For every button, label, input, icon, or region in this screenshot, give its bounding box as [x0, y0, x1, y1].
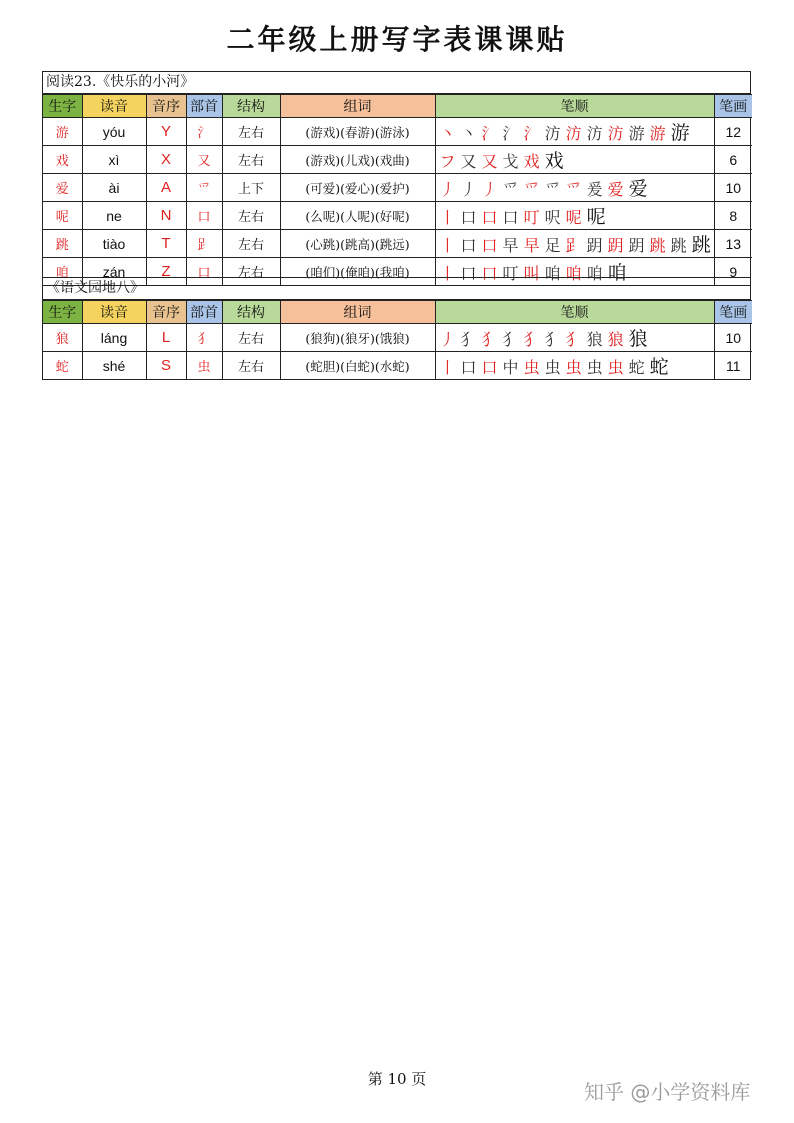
stroke-count-cell: 10	[714, 324, 752, 352]
stroke-count-cell: 6	[714, 146, 752, 174]
stroke-step: 丨	[439, 264, 457, 283]
stroke-order-cell	[435, 174, 714, 202]
structure-cell: 左右	[222, 352, 280, 380]
stroke-step: 丿	[439, 180, 457, 199]
stroke-step: 犭	[565, 330, 583, 349]
stroke-step: 汸	[544, 124, 562, 143]
stroke-step: 游	[670, 122, 691, 144]
stroke-step: 丨	[439, 236, 457, 255]
stroke-step: 𧾷	[565, 236, 583, 255]
structure-cell: 左右	[222, 146, 280, 174]
pinyin-cell: tiào	[82, 230, 146, 258]
stroke-step: 爫	[502, 180, 520, 199]
stroke-count-cell: 12	[714, 118, 752, 146]
structure-cell: 左右	[222, 324, 280, 352]
stroke-step: 丶	[460, 124, 478, 143]
stroke-step: 丨	[439, 208, 457, 227]
words-cell: (游戏)(春游)(游泳)	[280, 118, 435, 146]
stroke-step: 爱	[628, 178, 649, 200]
pinyin-cell: shé	[82, 352, 146, 380]
stroke-step: 咱	[607, 262, 628, 284]
radical-cell: 口	[186, 202, 222, 230]
radical-cell: 犭	[186, 324, 222, 352]
table-row	[43, 174, 752, 202]
stroke-step: 又	[460, 152, 478, 171]
character-cell: 游	[43, 118, 82, 146]
stroke-step: 戈	[502, 152, 520, 171]
stroke-step: 丨	[439, 358, 457, 377]
stroke-step: 咱	[586, 264, 604, 283]
header-order: 音序	[146, 301, 186, 324]
stroke-step: 狼	[628, 328, 649, 350]
stroke-step: 跀	[628, 236, 646, 255]
stroke-step: 呢	[565, 208, 583, 227]
header-radical: 部首	[186, 301, 222, 324]
stroke-step: 中	[502, 358, 520, 377]
sound-order-cell: Z	[146, 258, 186, 286]
character-table	[43, 94, 752, 285]
header-count: 笔画	[714, 301, 752, 324]
stroke-step: 氵	[481, 124, 499, 143]
header-strokes: 笔顺	[435, 301, 714, 324]
character-cell: 蛇	[43, 352, 82, 380]
stroke-step: 汸	[565, 124, 583, 143]
page-number: 第 10 页	[367, 1070, 427, 1088]
pinyin-cell: xì	[82, 146, 146, 174]
radical-cell: 虫	[186, 352, 222, 380]
stroke-step: 咱	[544, 264, 562, 283]
table-row	[43, 324, 752, 352]
stroke-step: 狼	[607, 330, 625, 349]
stroke-step: 口	[481, 236, 499, 255]
stroke-step: 戏	[523, 152, 541, 171]
radical-cell: 𧾷	[186, 230, 222, 258]
stroke-step: 爫	[523, 180, 541, 199]
character-cell: 跳	[43, 230, 82, 258]
words-cell: (游戏)(儿戏)(戏曲)	[280, 146, 435, 174]
stroke-step: 虫	[565, 358, 583, 377]
stroke-order-cell	[435, 202, 714, 230]
words-cell: (么呢)(人呢)(好呢)	[280, 202, 435, 230]
radical-cell: 又	[186, 146, 222, 174]
stroke-step: 氵	[502, 124, 520, 143]
pinyin-cell: láng	[82, 324, 146, 352]
table-row	[43, 118, 752, 146]
stroke-step: 虫	[607, 358, 625, 377]
structure-cell: 上下	[222, 174, 280, 202]
stroke-step: 丿	[481, 180, 499, 199]
stroke-order-cell	[435, 118, 714, 146]
stroke-step: 口	[460, 358, 478, 377]
header-order: 音序	[146, 95, 186, 118]
stroke-step: 又	[481, 152, 499, 171]
stroke-step: 汸	[586, 124, 604, 143]
stroke-step: 叮	[502, 264, 520, 283]
stroke-step: 丶	[439, 124, 457, 143]
table-header-row	[43, 301, 752, 324]
stroke-step: 爱	[607, 180, 625, 199]
stroke-step: 狼	[586, 330, 604, 349]
stroke-step: 叫	[523, 264, 541, 283]
header-char: 生字	[43, 95, 82, 118]
sound-order-cell: A	[146, 174, 186, 202]
stroke-step: 丿	[460, 180, 478, 199]
header-words: 组词	[280, 95, 435, 118]
stroke-step: 跳	[670, 236, 688, 255]
character-table	[43, 300, 752, 379]
words-cell: (咱们)(俺咱)(我咱)	[280, 258, 435, 286]
radical-cell: 口	[186, 258, 222, 286]
header-radical: 部首	[186, 95, 222, 118]
stroke-step: 叮	[523, 208, 541, 227]
header-structure: 结构	[222, 301, 280, 324]
pinyin-cell: zán	[82, 258, 146, 286]
stroke-step: 口	[460, 236, 478, 255]
section-title: 阅读23.《快乐的小河》	[43, 72, 750, 94]
stroke-step: 早	[523, 236, 541, 255]
table-row	[43, 352, 752, 380]
stroke-step: 犭	[460, 330, 478, 349]
header-read: 读音	[82, 301, 146, 324]
stroke-step: 跳	[691, 234, 712, 256]
stroke-step: 戏	[544, 150, 565, 172]
stroke-step: 丿	[439, 330, 457, 349]
stroke-step: 爰	[586, 180, 604, 199]
structure-cell: 左右	[222, 118, 280, 146]
pinyin-cell: ài	[82, 174, 146, 202]
structure-cell: 左右	[222, 202, 280, 230]
stroke-step: 游	[628, 124, 646, 143]
table-row	[43, 230, 752, 258]
stroke-count-cell: 13	[714, 230, 752, 258]
stroke-step: 游	[649, 124, 667, 143]
sound-order-cell: S	[146, 352, 186, 380]
stroke-step: 犭	[523, 330, 541, 349]
sound-order-cell: Y	[146, 118, 186, 146]
sound-order-cell: T	[146, 230, 186, 258]
sound-order-cell: N	[146, 202, 186, 230]
table-row	[43, 202, 752, 230]
stroke-step: 氵	[523, 124, 541, 143]
stroke-step: 虫	[523, 358, 541, 377]
stroke-order-cell	[435, 230, 714, 258]
words-cell: (狼狗)(狼牙)(饿狼)	[280, 324, 435, 352]
stroke-order-cell	[435, 352, 714, 380]
lesson-section	[42, 71, 751, 286]
pinyin-cell: yóu	[82, 118, 146, 146]
stroke-step: 跳	[649, 236, 667, 255]
character-cell: 咱	[43, 258, 82, 286]
stroke-step: 跀	[586, 236, 604, 255]
stroke-step: 爫	[565, 180, 583, 199]
table-header-row	[43, 95, 752, 118]
stroke-step: 口	[481, 208, 499, 227]
stroke-step: 蛇	[649, 356, 670, 378]
stroke-count-cell: 10	[714, 174, 752, 202]
watermark: 知乎 @小学资料库	[584, 1080, 751, 1104]
stroke-order-cell	[435, 146, 714, 174]
sound-order-cell: L	[146, 324, 186, 352]
stroke-step: フ	[439, 152, 457, 171]
words-cell: (心跳)(跳高)(跳远)	[280, 230, 435, 258]
stroke-step: 口	[481, 264, 499, 283]
stroke-step: 犭	[481, 330, 499, 349]
page-title: 二年级上册写字表课课贴	[226, 23, 568, 56]
stroke-step: 汸	[607, 124, 625, 143]
stroke-step: 咱	[565, 264, 583, 283]
stroke-count-cell: 9	[714, 258, 752, 286]
section-title: 《语文园地八》	[43, 278, 750, 300]
header-structure: 结构	[222, 95, 280, 118]
structure-cell: 左右	[222, 258, 280, 286]
stroke-step: 口	[481, 358, 499, 377]
header-strokes: 笔顺	[435, 95, 714, 118]
stroke-step: 蛇	[628, 358, 646, 377]
header-words: 组词	[280, 301, 435, 324]
character-cell: 爱	[43, 174, 82, 202]
pinyin-cell: ne	[82, 202, 146, 230]
stroke-count-cell: 11	[714, 352, 752, 380]
header-read: 读音	[82, 95, 146, 118]
table-row	[43, 146, 752, 174]
stroke-step: 呎	[544, 208, 562, 227]
header-char: 生字	[43, 301, 82, 324]
stroke-step: 虫	[586, 358, 604, 377]
lesson-section	[42, 277, 751, 380]
radical-cell: 爫	[186, 174, 222, 202]
stroke-step: 呢	[586, 206, 607, 228]
stroke-step: 早	[502, 236, 520, 255]
stroke-count-cell: 8	[714, 202, 752, 230]
character-cell: 狼	[43, 324, 82, 352]
radical-cell: 氵	[186, 118, 222, 146]
stroke-order-cell	[435, 324, 714, 352]
character-cell: 呢	[43, 202, 82, 230]
stroke-step: 口	[460, 264, 478, 283]
stroke-step: 足	[544, 236, 562, 255]
stroke-step: 犭	[502, 330, 520, 349]
stroke-step: 口	[502, 208, 520, 227]
stroke-step: 跀	[607, 236, 625, 255]
words-cell: (可爱)(爱心)(爱护)	[280, 174, 435, 202]
stroke-step: 口	[460, 208, 478, 227]
sound-order-cell: X	[146, 146, 186, 174]
stroke-step: 犭	[544, 330, 562, 349]
words-cell: (蛇胆)(白蛇)(水蛇)	[280, 352, 435, 380]
stroke-step: 虫	[544, 358, 562, 377]
stroke-step: 爫	[544, 180, 562, 199]
character-cell: 戏	[43, 146, 82, 174]
structure-cell: 左右	[222, 230, 280, 258]
header-count: 笔画	[714, 95, 752, 118]
